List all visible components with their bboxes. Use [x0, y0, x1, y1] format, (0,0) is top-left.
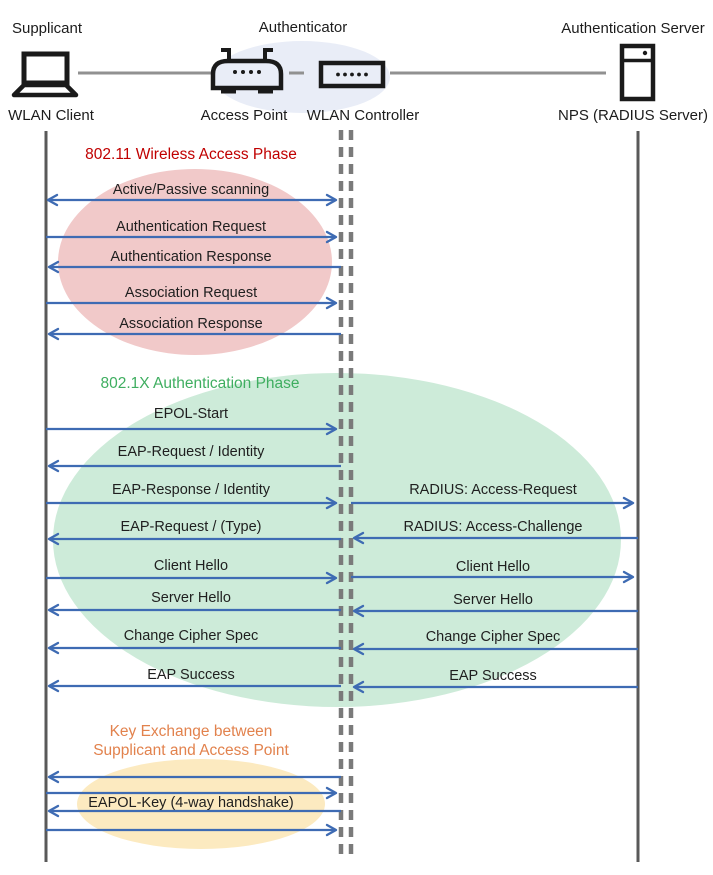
msg-client-hello-right: Client Hello [455, 559, 531, 575]
phase3-title-line1: Key Exchange between [109, 723, 273, 740]
msg-eap-request-identity: EAP-Request / Identity [117, 444, 265, 460]
server-icon [622, 46, 653, 99]
msg-authentication-request: Authentication Request [116, 219, 266, 235]
msg-eap-request-type: EAP-Request / (Type) [120, 519, 262, 535]
node-access-point: Access Point [200, 107, 288, 124]
msg-server-hello-left: Server Hello [151, 590, 231, 606]
phase3-title-line2: Supplicant and Access Point [93, 742, 289, 759]
msg-radius-access-challenge: RADIUS: Access-Challenge [403, 519, 583, 535]
phase2-title: 802.1X Authentication Phase [100, 375, 300, 392]
node-nps-radius-server: NPS (RADIUS Server) [557, 107, 709, 124]
msg-active-passive-scanning: Active/Passive scanning [112, 182, 270, 198]
msg-epol-start: EPOL-Start [153, 406, 229, 422]
node-wlan-client: WLAN Client [8, 107, 94, 124]
msg-association-response: Association Response [119, 316, 263, 332]
authenticator-highlight-ellipse [214, 41, 390, 113]
msg-authentication-response: Authentication Response [110, 249, 272, 265]
node-wlan-controller: WLAN Controller [306, 107, 420, 124]
msg-change-cipher-spec-right: Change Cipher Spec [425, 629, 561, 645]
msg-eap-success-right: EAP Success [449, 668, 537, 684]
msg-change-cipher-spec-left: Change Cipher Spec [123, 628, 259, 644]
msg-eap-success-left: EAP Success [147, 667, 235, 683]
msg-client-hello-left: Client Hello [153, 558, 229, 574]
msg-eap-response-identity: EAP-Response / Identity [112, 482, 270, 498]
msg-radius-access-request: RADIUS: Access-Request [409, 482, 577, 498]
role-authenticator: Authenticator [258, 19, 348, 36]
phase1-title: 802.11 Wireless Access Phase [85, 146, 297, 163]
role-supplicant: Supplicant [11, 20, 83, 37]
role-authentication-server: Authentication Server [561, 20, 705, 37]
msg-server-hello-right: Server Hello [453, 592, 533, 608]
laptop-icon [14, 54, 76, 95]
msg-eapol-key-handshake: EAPOL-Key (4-way handshake) [88, 795, 294, 811]
msg-association-request: Association Request [124, 285, 258, 301]
